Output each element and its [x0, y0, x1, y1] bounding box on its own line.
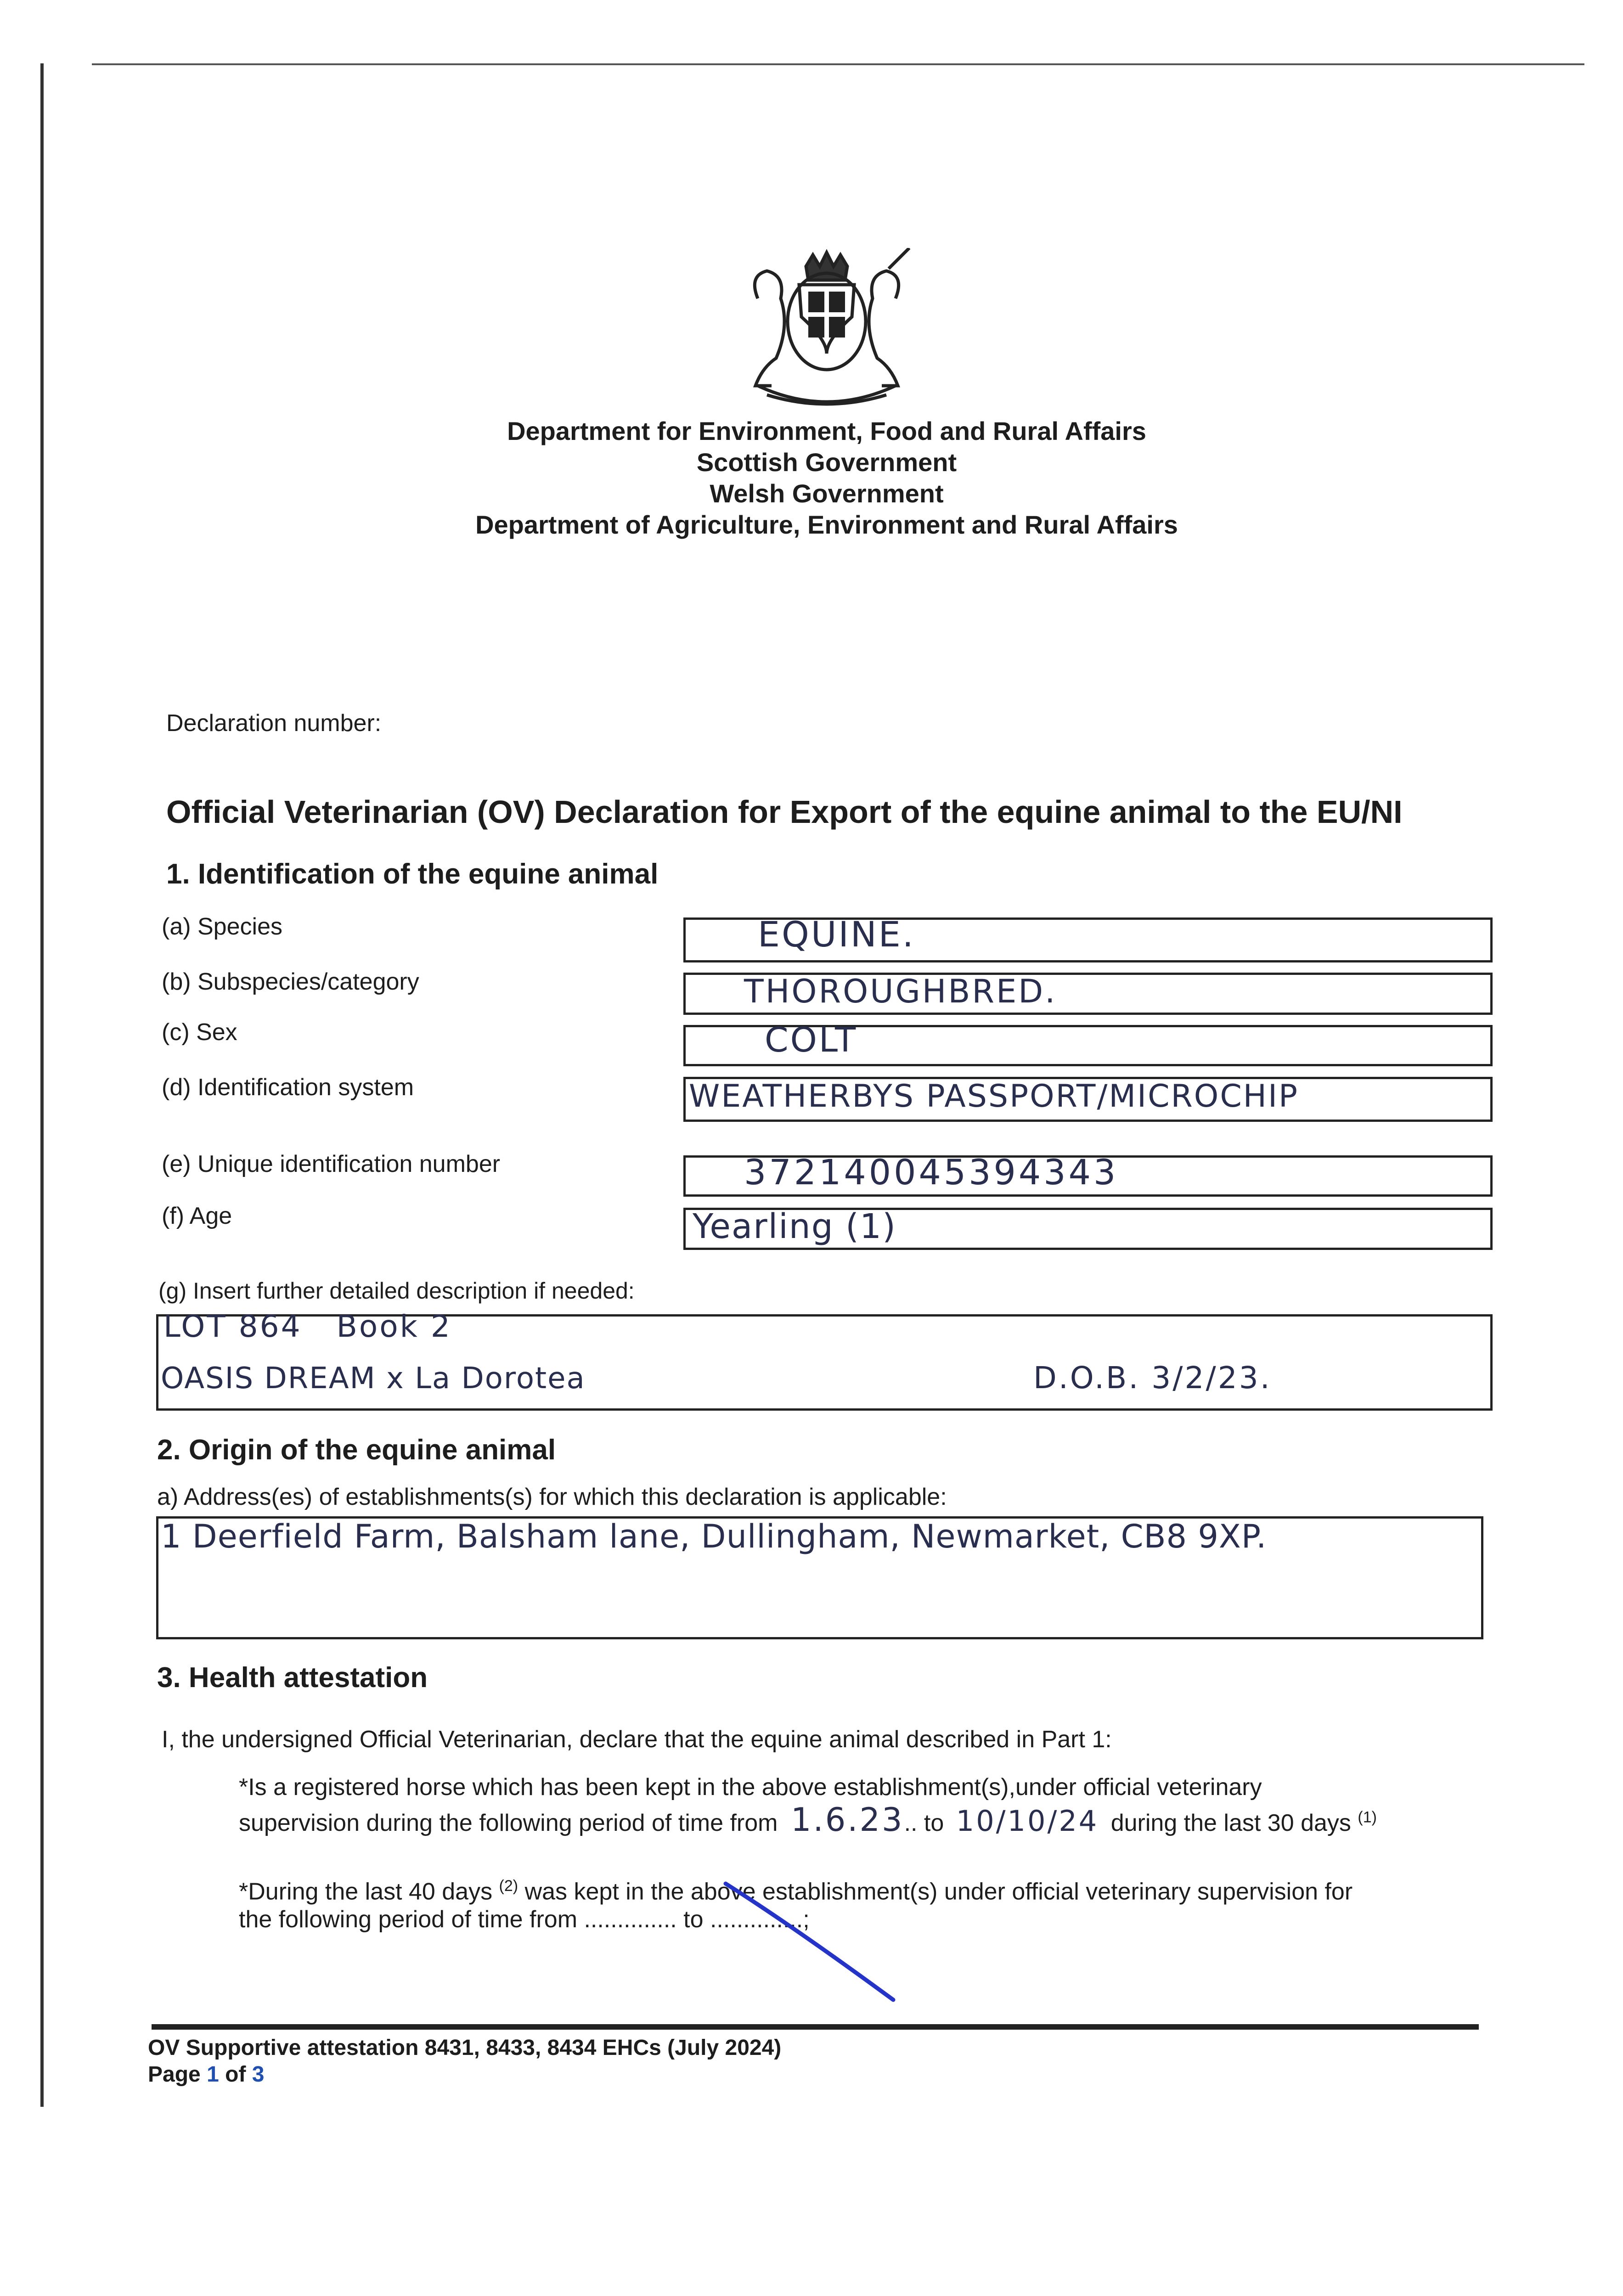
period-to-value: 10/10/24 — [956, 1804, 1099, 1838]
to-label: .. to — [904, 1810, 944, 1836]
section-3-heading: 3. Health attestation — [157, 1662, 428, 1694]
para1-text-a: supervision during the following period of time from — [239, 1810, 778, 1836]
address-value: 1 Deerfield Farm, Balsham lane, Dullingham, Newmarket, CB8 9XP. — [161, 1518, 1267, 1555]
sex-label: (c) Sex — [162, 1019, 237, 1046]
further-description-line2: OASIS DREAM x La Dorotea — [161, 1362, 586, 1396]
period-from-value: 1.6.23 — [790, 1801, 904, 1839]
age-value: Yearling (1) — [693, 1207, 897, 1246]
further-description-label: (g) Insert further detailed description if needed: — [158, 1278, 635, 1304]
department-line: Welsh Government — [710, 479, 944, 508]
footer-rule — [152, 2024, 1479, 2030]
page-prefix: Page — [148, 2062, 201, 2087]
unique-id-label: (e) Unique identification number — [162, 1151, 501, 1177]
sex-value: COLT — [765, 1020, 858, 1060]
department-line: Department of Agriculture, Environment and Rural Affairs — [475, 510, 1178, 539]
strike-through-mark — [716, 1874, 909, 2011]
scan-top-line — [92, 63, 1584, 65]
footer-reference: OV Supportive attestation 8431, 8433, 8434 EHCs (July 2024) — [148, 2036, 782, 2060]
para1-text-b: during the last 30 days — [1110, 1810, 1351, 1836]
species-value: EQUINE. — [758, 914, 915, 955]
attestation-para2-line2: the following period of time from .............. to ..............; — [239, 1906, 810, 1933]
scan-left-margin — [40, 63, 44, 2107]
page-total: 3 — [252, 2062, 265, 2087]
footnote-1: (1) — [1358, 1808, 1377, 1826]
para2-text-a: *During the last 40 days — [239, 1878, 493, 1905]
page-current: 1 — [207, 2062, 219, 2087]
address-label: a) Address(es) of establishments(s) for which this declaration is applicable: — [157, 1484, 947, 1510]
unique-id-value: 372140045394343 — [744, 1152, 1119, 1193]
section-1-heading: 1. Identification of the equine animal — [166, 858, 659, 890]
further-description-line1: LOT 864 Book 2 — [163, 1309, 452, 1344]
attestation-intro: I, the undersigned Official Veterinarian, declare that the equine animal described in Part 1: — [162, 1726, 1112, 1753]
royal-coat-of-arms — [730, 248, 923, 413]
footnote-2: (2) — [499, 1877, 518, 1895]
date-of-birth-value: D.O.B. 3/2/23. — [1033, 1360, 1272, 1396]
identification-system-label: (d) Identification system — [162, 1074, 414, 1101]
department-line: Department for Environment, Food and Rural Affairs — [507, 416, 1146, 445]
attestation-para1-line1: *Is a registered horse which has been kept in the above establishment(s),under official veterinary — [239, 1774, 1262, 1801]
para2-text-b: was kept in the above establishment(s) under official veterinary supervision for — [524, 1878, 1353, 1905]
page-title: Official Veterinarian (OV) Declaration for Export of the equine animal to the EU/NI — [166, 794, 1403, 830]
identification-system-value: WEATHERBYS PASSPORT/MICROCHIP — [689, 1078, 1299, 1114]
department-header — [413, 416, 1240, 540]
section-2-heading: 2. Origin of the equine animal — [157, 1434, 556, 1466]
page-of: of — [225, 2062, 246, 2087]
page-number — [148, 2062, 264, 2087]
species-label: (a) Species — [162, 913, 282, 940]
department-line: Scottish Government — [696, 448, 957, 477]
age-label: (f) Age — [162, 1203, 232, 1229]
attestation-para1-line2 — [239, 1801, 1377, 1839]
subspecies-value: THOROUGHBRED. — [744, 973, 1057, 1010]
subspecies-label: (b) Subspecies/category — [162, 968, 419, 995]
declaration-number-label: Declaration number: — [166, 710, 382, 737]
